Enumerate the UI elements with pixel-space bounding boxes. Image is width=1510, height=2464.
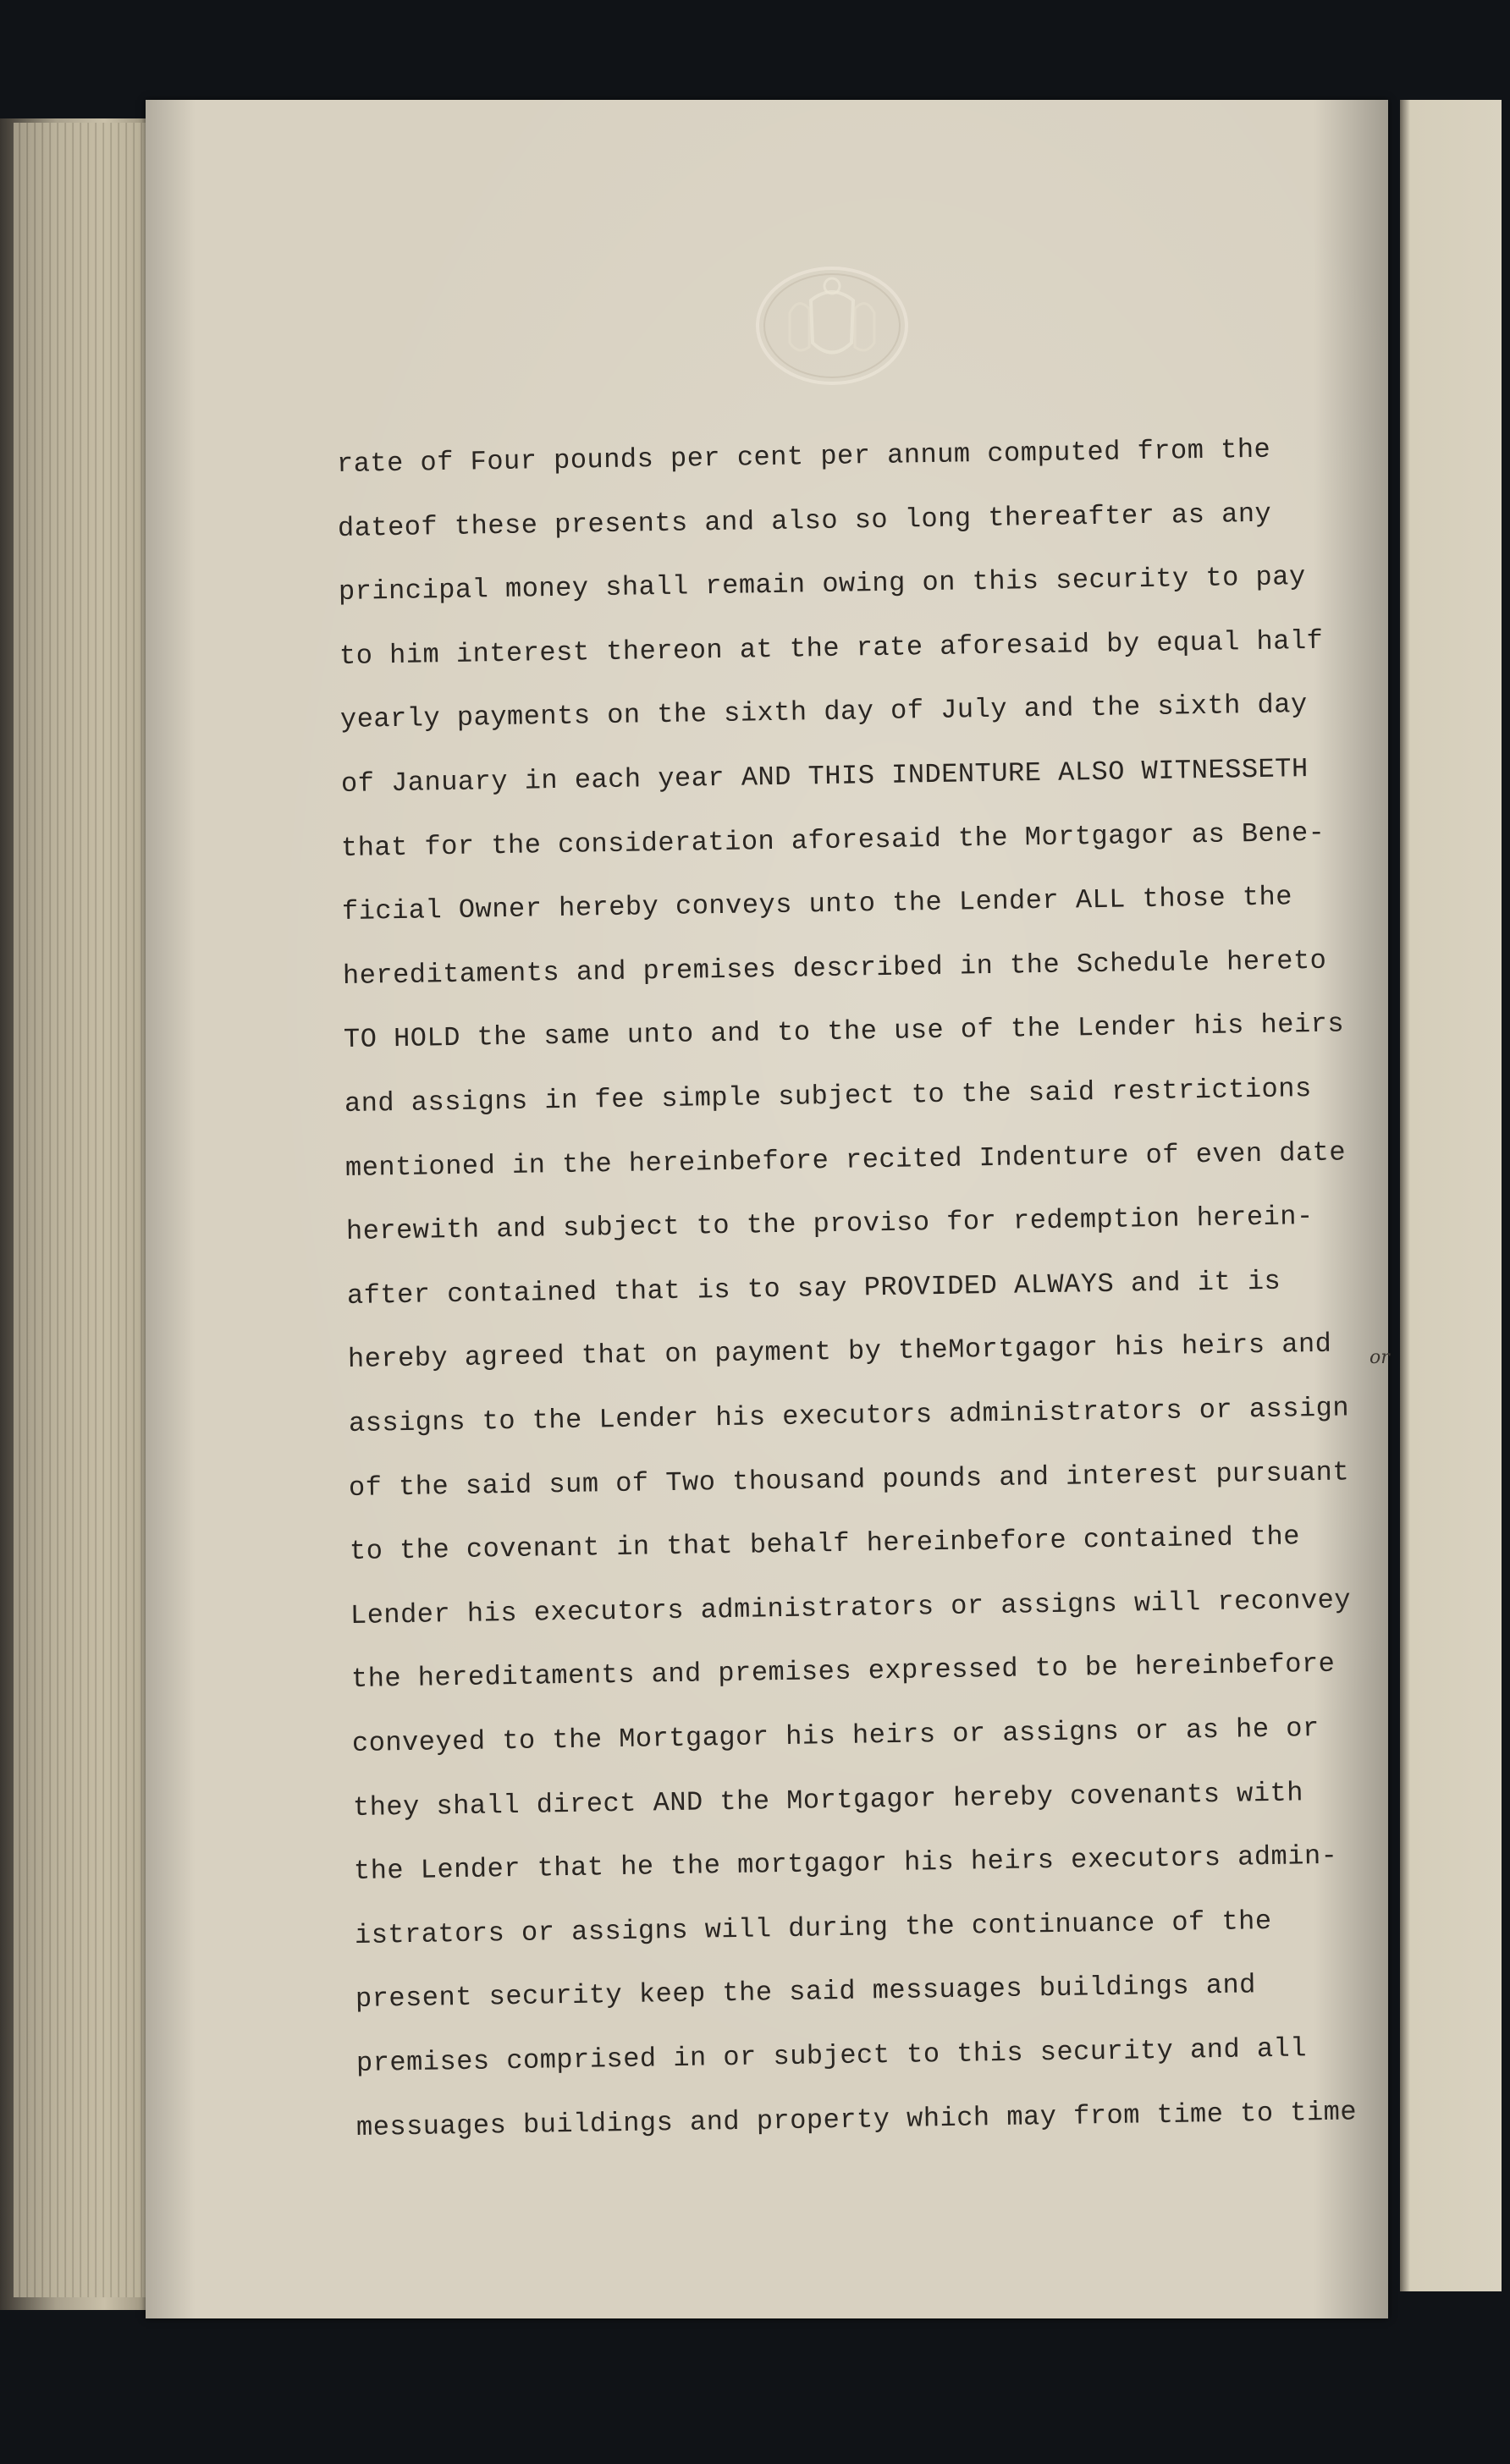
text-line: hereby agreed that on payment by theMortgagor his heirs and (347, 1328, 1332, 1376)
text-line: mentioned in the hereinbefore recited Indenture of even date (344, 1136, 1347, 1184)
text-line: present security keep the said messuages buildings and (355, 1969, 1256, 2016)
text-line: messuages buildings and property which may from time to time (356, 2096, 1358, 2143)
text-line: hereditaments and premises described in the Schedule hereto (342, 944, 1327, 992)
text-line: and assigns in fee simple subject to the said restrictions (344, 1073, 1312, 1119)
text-line: assigns to the Lender his executors administrators or assign (348, 1392, 1349, 1439)
text-line: principal money shall remain owing on this security to pay (338, 561, 1306, 608)
text-line: TO HOLD the same unto and to the use of the Lender his heirs (343, 1008, 1345, 1056)
text-line: herewith and subject to the proviso for redemption herein- (345, 1201, 1314, 1248)
text-line: that for the consideration aforesaid the Mortgagor as Bene- (341, 817, 1326, 864)
adjacent-page-edge (1400, 100, 1502, 2291)
text-line: to him interest thereon at the rate aforesaid by equal half (339, 624, 1324, 672)
text-line: istrators or assigns will during the continuance of the (354, 1905, 1272, 1951)
text-line: of January in each year AND THIS INDENTURE ALSO WITNESSETH (340, 753, 1309, 800)
page-edges (14, 123, 149, 2297)
text-line: they shall direct AND the Mortgagor hereby covenants with (352, 1776, 1304, 1823)
text-line: conveyed to the Mortgagor his heirs or assigns or as he or (351, 1713, 1320, 1759)
text-line: of the said sum of Two thousand pounds and interest pursuant (349, 1456, 1350, 1504)
text-line: to the covenant in that behalf hereinbefore contained the (350, 1521, 1301, 1568)
text-line: after contained that is to say PROVIDED ALWAYS and it is (346, 1265, 1281, 1312)
text-line: the hereditaments and premises expressed to be hereinbefore (350, 1648, 1336, 1696)
text-line: ficial Owner hereby conveys unto the Lender ALL those the (342, 881, 1293, 928)
text-line: yearly payments on the sixth day of July and the sixth day (339, 689, 1308, 736)
text-line: rate of Four pounds per cent per annum computed from the (336, 433, 1271, 480)
margin-annotation: or (1369, 1347, 1390, 1368)
text-line: premises comprised in or subject to this security and all (355, 2032, 1307, 2079)
text-line: dateof these presents and also so long thereafter as any (337, 498, 1272, 544)
text-line: Lender his executors administrators or assigns will reconvey (350, 1584, 1352, 1631)
embossed-seal-icon (752, 262, 912, 389)
text-line: the Lender that he the mortgagor his heirs executors admin- (353, 1840, 1338, 1888)
